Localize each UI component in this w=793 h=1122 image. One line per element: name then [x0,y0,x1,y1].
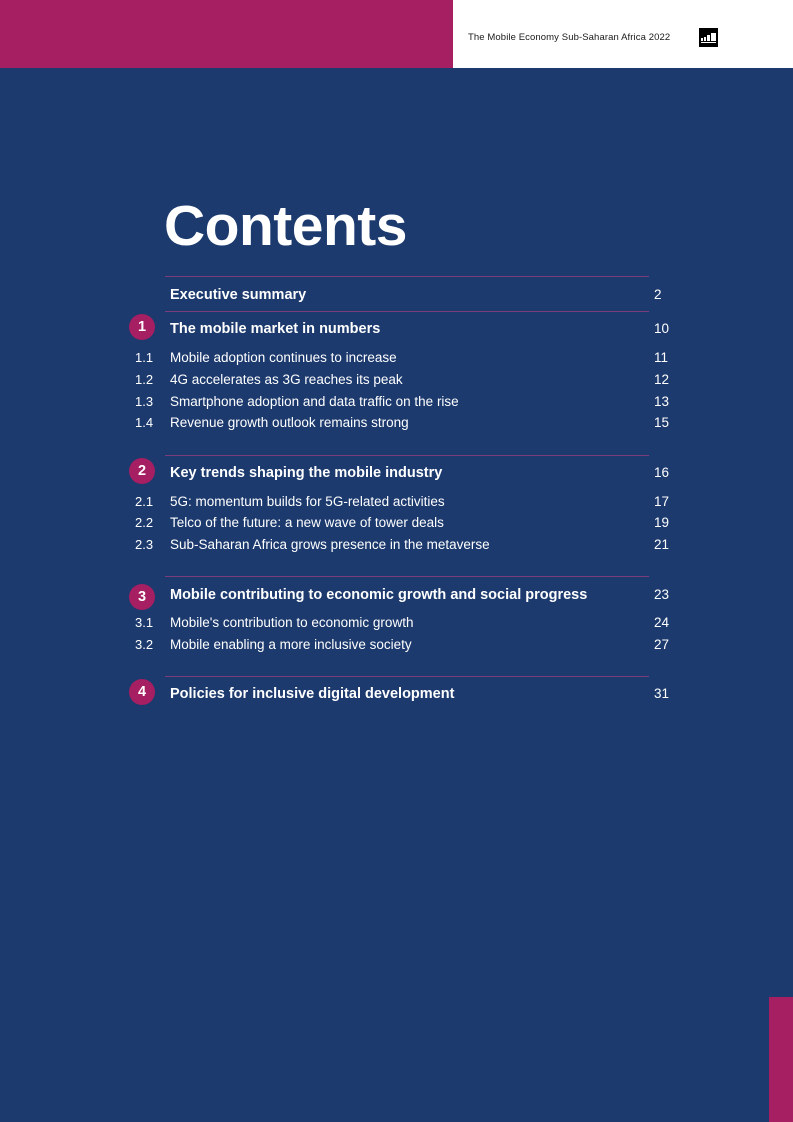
toc-page-number: 19 [654,515,670,530]
toc-page-number: 27 [654,637,670,652]
toc-page-number: 31 [654,686,670,701]
toc-item-number: 2.2 [135,515,154,530]
toc-section-title[interactable]: Mobile contributing to economic growth and social progress [170,587,588,603]
document-title: The Mobile Economy Sub-Saharan Africa 2022 [468,32,671,43]
section-number-badge: 1 [129,314,155,340]
toc-page-number: 12 [654,372,670,387]
side-accent-bar [769,997,793,1122]
toc-section-title[interactable]: Key trends shaping the mobile industry [170,465,443,481]
divider [165,576,649,577]
toc-page-number: 13 [654,394,670,409]
toc-item-title[interactable]: Mobile's contribution to economic growth [170,615,414,630]
toc-section-title[interactable]: The mobile market in numbers [170,321,381,337]
divider [165,276,649,277]
toc-page-number: 10 [654,321,670,336]
toc-executive-summary[interactable]: Executive summary [170,287,307,303]
toc-item-title[interactable]: Sub-Saharan Africa grows presence in the metaverse [170,537,490,552]
toc-page-number: 17 [654,494,670,509]
section-number-badge: 4 [129,679,155,705]
toc-item-title[interactable]: 4G accelerates as 3G reaches its peak [170,372,403,387]
section-number-badge: 2 [129,458,155,484]
toc-page-number: 16 [654,465,670,480]
toc-item-number: 2.3 [135,537,154,552]
toc-item-title[interactable]: Mobile adoption continues to increase [170,350,397,365]
section-number-badge: 3 [129,584,155,610]
toc-page-number: 24 [654,615,670,630]
divider [165,676,649,677]
toc-item-title[interactable]: Revenue growth outlook remains strong [170,415,409,430]
divider [165,311,649,312]
toc-page-number: 15 [654,415,670,430]
toc-item-title[interactable]: 5G: momentum builds for 5G-related activities [170,494,445,509]
header-accent-bar [0,0,453,68]
toc-item-number: 1.2 [135,372,154,387]
toc-page-number: 11 [654,350,669,365]
page-title: Contents [164,194,407,258]
toc-item-number: 3.2 [135,637,154,652]
toc-section-title[interactable]: Policies for inclusive digital development [170,686,455,702]
toc-item-title[interactable]: Smartphone adoption and data traffic on the rise [170,394,459,409]
toc-item-title[interactable]: Mobile enabling a more inclusive society [170,637,412,652]
toc-item-number: 3.1 [135,615,154,630]
toc-item-number: 1.1 [135,350,154,365]
toc-item-number: 1.3 [135,394,154,409]
gsma-intelligence-logo-icon [699,28,718,47]
divider [165,455,649,456]
toc-item-number: 1.4 [135,415,154,430]
toc-page-number: 21 [654,537,670,552]
toc-page-number: 23 [654,587,670,602]
toc-item-number: 2.1 [135,494,154,509]
toc-page-number: 2 [654,287,662,302]
toc-item-title[interactable]: Telco of the future: a new wave of tower deals [170,515,444,530]
